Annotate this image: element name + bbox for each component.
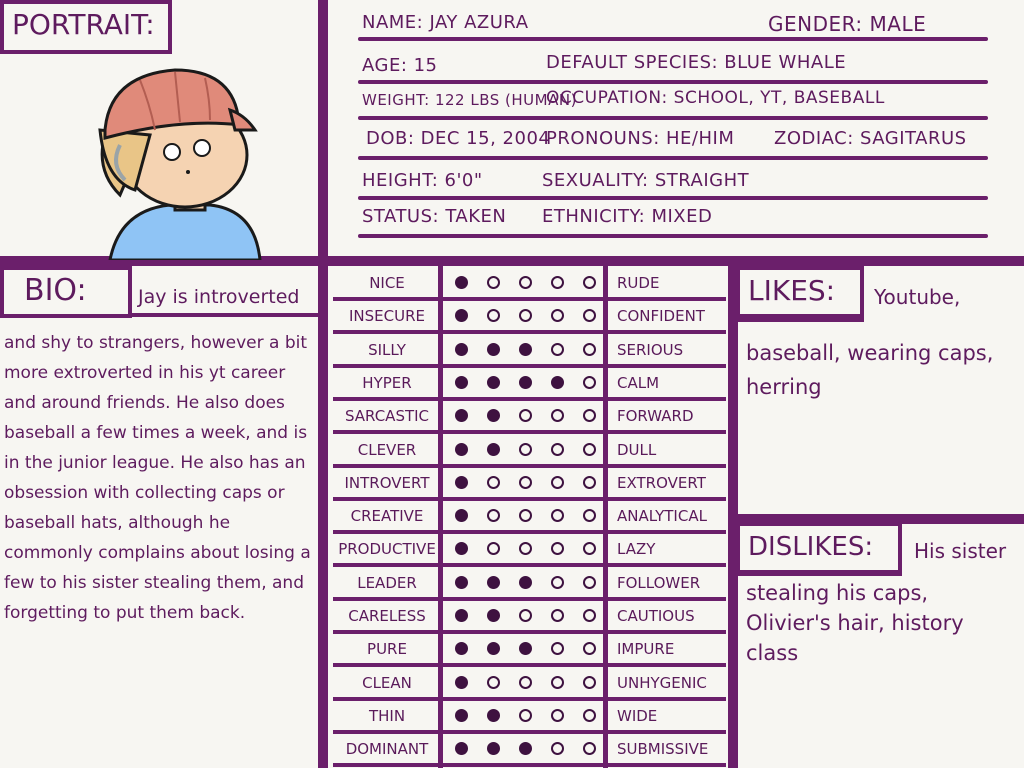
trait-right-label: SUBMISSIVE: [617, 740, 709, 759]
trait-dot-filled: [487, 376, 500, 389]
trait-left-label: THIN: [368, 706, 406, 725]
trait-dot-empty: [487, 509, 500, 522]
info-species: DEFAULT SPECIES: BLUE WHALE: [546, 52, 847, 73]
trait-row: [333, 268, 726, 298]
trait-row: [333, 568, 726, 598]
trait-right-label: FORWARD: [617, 407, 694, 426]
trait-dot-empty: [583, 409, 596, 422]
trait-dot-filled: [455, 509, 468, 522]
trait-dot-filled: [455, 642, 468, 655]
trait-scale: [447, 701, 607, 731]
bio-text: and shy to strangers, however a bit more extroverted in his yt career and around friends. He also does baseball a few times a week, and is in the junior league. He also has an obsession with collecting caps or baseball hats, although he commonly complains about losing a few to his sister stealing them, and forgetting to put them back.: [4, 333, 311, 623]
trait-left-label: CARELESS: [348, 607, 426, 625]
trait-row: [333, 734, 726, 764]
trait-left-label: PRODUCTIVE: [338, 540, 436, 559]
trait-dot-empty: [583, 476, 596, 489]
trait-left-label: LEADER: [357, 573, 417, 592]
trait-row: [333, 468, 726, 498]
trait-dot-filled: [455, 409, 468, 422]
trait-scale: [447, 634, 607, 664]
trait-dot-empty: [583, 343, 596, 356]
trait-dot-filled: [455, 576, 468, 589]
trait-dot-empty: [551, 742, 564, 755]
dislikes-underline: [736, 572, 902, 576]
character-portrait: [80, 60, 280, 260]
trait-right-label: DULL: [617, 440, 657, 459]
trait-scale: [447, 534, 607, 564]
trait-left-label: SARCASTIC: [344, 407, 430, 426]
trait-left-label: SILLY: [368, 340, 406, 359]
trait-right-label: CAUTIOUS: [617, 607, 695, 625]
trait-scale: [447, 301, 607, 331]
dislikes-text: stealing his caps, Olivier's hair, history class: [746, 581, 964, 665]
info-height: HEIGHT: 6'0": [362, 170, 483, 191]
trait-dot-filled: [455, 276, 468, 289]
trait-dot-filled: [519, 576, 532, 589]
info-line-4: [358, 156, 988, 160]
trait-dot-empty: [519, 609, 532, 622]
likes-underline: [736, 318, 864, 322]
trait-dot-filled: [519, 343, 532, 356]
trait-dot-empty: [583, 376, 596, 389]
trait-dot-filled: [455, 443, 468, 456]
trait-left-label: PURE: [367, 640, 407, 659]
trait-right-label: ANALYTICAL: [617, 507, 707, 526]
trait-dot-empty: [551, 509, 564, 522]
trait-left-label: INTROVERT: [344, 473, 430, 492]
trait-scale: [447, 734, 607, 764]
info-pronouns: PRONOUNS: HE/HIM: [546, 128, 735, 149]
trait-dot-empty: [487, 309, 500, 322]
trait-dot-filled: [519, 376, 532, 389]
trait-row: [333, 534, 726, 564]
trait-row: [333, 634, 726, 664]
trait-dot-empty: [487, 542, 500, 555]
trait-dot-empty: [583, 642, 596, 655]
bio-first-line: Jay is introverted: [138, 286, 300, 308]
trait-left-label: INSECURE: [349, 307, 425, 326]
trait-row: [333, 435, 726, 465]
trait-right-label: CONFIDENT: [617, 307, 705, 326]
trait-left-label: CREATIVE: [350, 507, 424, 526]
trait-dot-filled: [487, 609, 500, 622]
trait-dot-filled: [487, 343, 500, 356]
trait-scale: [447, 501, 607, 531]
trait-dot-empty: [551, 609, 564, 622]
info-line-3: [358, 116, 988, 120]
trait-row: [333, 335, 726, 365]
trait-dot-empty: [583, 676, 596, 689]
trait-dot-empty: [551, 676, 564, 689]
trait-dot-empty: [551, 409, 564, 422]
trait-right-label: WIDE: [617, 706, 658, 725]
trait-dot-empty: [583, 709, 596, 722]
trait-dot-empty: [519, 509, 532, 522]
trait-dot-empty: [551, 542, 564, 555]
likes-text: baseball, wearing caps, herring: [746, 341, 994, 399]
trait-scale: [447, 268, 607, 298]
trait-scale: [447, 668, 607, 698]
trait-left-label: CLEAN: [362, 673, 412, 692]
trait-scale: [447, 368, 607, 398]
trait-dot-empty: [487, 276, 500, 289]
trait-dot-filled: [487, 642, 500, 655]
trait-dot-empty: [551, 276, 564, 289]
trait-dot-empty: [519, 476, 532, 489]
trait-scale: [447, 468, 607, 498]
trait-right-label: IMPURE: [617, 640, 675, 659]
trait-row: [333, 601, 726, 631]
info-line-1: [358, 37, 988, 41]
trait-dot-empty: [583, 542, 596, 555]
trait-dot-empty: [551, 709, 564, 722]
trait-dot-filled: [455, 476, 468, 489]
trait-dot-empty: [519, 709, 532, 722]
info-occupation: OCCUPATION: SCHOOL, YT, BASEBALL: [546, 88, 885, 108]
trait-row: [333, 668, 726, 698]
trait-right-label: LAZY: [617, 540, 656, 559]
trait-dot-empty: [487, 476, 500, 489]
trait-row-line: [333, 763, 726, 767]
trait-dot-empty: [519, 443, 532, 456]
portrait-label: PORTRAIT:: [0, 0, 172, 54]
trait-dot-empty: [487, 676, 500, 689]
trait-dot-filled: [487, 709, 500, 722]
info-name: NAME: JAY AZURA: [362, 12, 529, 33]
trait-dot-empty: [551, 476, 564, 489]
trait-row: [333, 301, 726, 331]
trait-dot-empty: [583, 609, 596, 622]
trait-dot-empty: [551, 443, 564, 456]
info-gender: GENDER: MALE: [768, 12, 927, 36]
trait-dot-filled: [487, 742, 500, 755]
trait-row: [333, 401, 726, 431]
trait-dot-empty: [583, 576, 596, 589]
trait-right-label: SERIOUS: [617, 340, 684, 359]
info-dob: DOB: DEC 15, 2004: [366, 128, 551, 149]
trait-right-label: RUDE: [617, 274, 660, 292]
info-line-2: [358, 80, 988, 84]
trait-dot-empty: [551, 343, 564, 356]
trait-dot-filled: [487, 443, 500, 456]
trait-dot-filled: [455, 676, 468, 689]
trait-row: [333, 368, 726, 398]
trait-dot-filled: [551, 376, 564, 389]
trait-row: [333, 701, 726, 731]
bio-divider: [318, 262, 328, 768]
dislikes-first-line: His sister: [914, 539, 1007, 563]
trait-right-label: EXTROVERT: [617, 473, 706, 492]
trait-dot-filled: [455, 309, 468, 322]
trait-left-label: DOMINANT: [345, 740, 429, 759]
trait-dot-filled: [455, 343, 468, 356]
likes-first-line: Youtube,: [874, 285, 961, 309]
info-status: STATUS: TAKEN: [362, 206, 507, 227]
info-zodiac: ZODIAC: SAGITARUS: [774, 128, 967, 149]
trait-dot-empty: [583, 509, 596, 522]
likes-label: LIKES:: [736, 266, 864, 318]
trait-dot-empty: [519, 309, 532, 322]
trait-dot-filled: [455, 542, 468, 555]
trait-right-label: UNHYGENIC: [617, 673, 707, 692]
trait-dot-filled: [455, 609, 468, 622]
portrait-divider: [318, 0, 328, 262]
trait-dot-empty: [551, 309, 564, 322]
trait-scale: [447, 401, 607, 431]
info-line-5: [358, 196, 988, 200]
info-sexuality: SEXUALITY: STRAIGHT: [542, 170, 750, 191]
trait-dot-filled: [519, 642, 532, 655]
trait-dot-filled: [487, 409, 500, 422]
trait-dot-empty: [583, 742, 596, 755]
trait-left-label: CLEVER: [357, 440, 417, 459]
trait-dot-filled: [455, 376, 468, 389]
trait-right-label: CALM: [617, 373, 660, 392]
bio-label: BIO:: [0, 266, 132, 318]
trait-dot-empty: [519, 542, 532, 555]
info-line-6: [358, 234, 988, 238]
trait-right-label: FOLLOWER: [617, 573, 701, 592]
trait-dot-empty: [583, 309, 596, 322]
info-ethnicity: ETHNICITY: MIXED: [542, 206, 713, 227]
trait-scale: [447, 435, 607, 465]
trait-dot-empty: [551, 576, 564, 589]
trait-scale: [447, 335, 607, 365]
trait-dot-empty: [519, 676, 532, 689]
trait-row: [333, 501, 726, 531]
info-age: AGE: 15: [362, 55, 438, 76]
trait-dot-empty: [519, 409, 532, 422]
trait-dot-filled: [455, 742, 468, 755]
trait-dot-empty: [519, 276, 532, 289]
trait-dot-empty: [583, 443, 596, 456]
dislikes-label: DISLIKES:: [736, 522, 902, 574]
info-weight: WEIGHT: 122 LBS (HUMAN): [362, 91, 577, 109]
trait-dot-filled: [487, 576, 500, 589]
trait-dot-filled: [455, 709, 468, 722]
trait-left-label: NICE: [369, 274, 405, 292]
trait-dot-empty: [583, 276, 596, 289]
trait-left-label: HYPER: [362, 373, 412, 392]
trait-scale: [447, 568, 607, 598]
trait-scale: [447, 601, 607, 631]
trait-dot-empty: [551, 642, 564, 655]
trait-dot-filled: [519, 742, 532, 755]
